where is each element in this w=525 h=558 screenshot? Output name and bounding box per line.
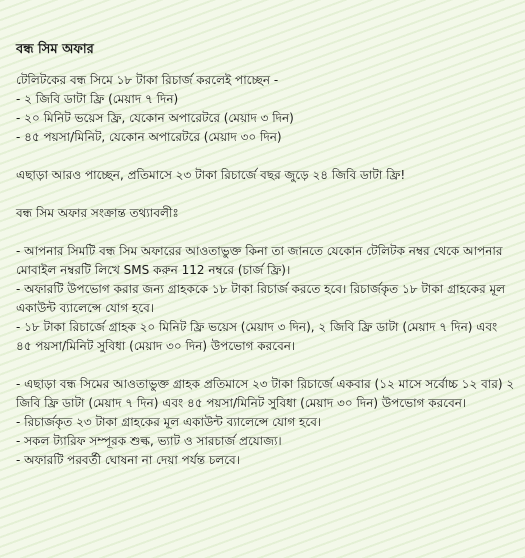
intro-block <box>16 71 516 147</box>
info-heading-block <box>16 204 516 223</box>
list-item: - ২০ মিনিট ভয়েস ফ্রি, যেকোন অপারেটরে (মেয়াদ ৩ দিন) <box>16 111 294 125</box>
list-item: - অফারটি উপভোগ করার জন্য গ্রাহককে ১৮ টাকা রিচার্জ করতে হবে। রিচার্জকৃত ১৮ টাকা গ্রাহকের মূল একাউন্ট ব্যালেন্সে যোগ হবে। <box>16 282 506 315</box>
info-block <box>16 242 516 356</box>
bonus-text: এছাড়া আরও পাচ্ছেন, প্রতিমাসে ২৩ টাকা রিচার্জে বছর জুড়ে ২৪ জিবি ডাটা ফ্রি! <box>16 168 406 182</box>
list-item: - আপনার সিমটি বন্ধ সিম অফারের আওতাভুক্ত কিনা তা জানতে যেকোন টেলিটক নম্বর থেকে আপনার মোবাইল নম্বরটি লিখে SMS করুন 112 নম্বরে (চার্জ ফ্রি)। <box>16 244 503 277</box>
spacer <box>16 356 516 375</box>
list-item: - সকল ট্যারিফ সম্পূরক শুল্ক, ভ্যাট ও সারচার্জ প্রযোজ্য। <box>16 434 282 448</box>
offer-document <box>16 40 516 470</box>
bonus-block <box>16 166 516 185</box>
intro-text: টেলিটকের বন্ধ সিমে ১৮ টাকা রিচার্জ করলেই পাচ্ছেন - <box>16 73 279 87</box>
spacer <box>16 223 516 242</box>
page-title: বন্ধ সিম অফার <box>16 42 94 57</box>
spacer <box>16 185 516 204</box>
extra-block <box>16 375 516 470</box>
list-item: - ২ জিবি ডাটা ফ্রি (মেয়াদ ৭ দিন) <box>16 92 179 106</box>
list-item: - এছাড়া বন্ধ সিমের আওতাভুক্ত গ্রাহক প্রতিমাসে ২৩ টাকা রিচার্জে একবার (১২ মাসে সর্বোচ্চ ১২ বার) ২ জিবি ফ্রি ডাটা (মেয়াদ ৭ দিন) এবং ৪৫ পয়সা/মিনিট সুবিধা (মেয়াদ ৩০ দিন) উপভোগ করবেন। <box>16 377 515 410</box>
info-heading: বন্ধ সিম অফার সংক্রান্ত তথ্যাবলীঃ <box>16 206 179 220</box>
list-item: - রিচার্জকৃত ২৩ টাকা গ্রাহকের মূল একাউন্ট ব্যালেন্সে যোগ হবে। <box>16 415 322 429</box>
list-item: - ১৮ টাকা রিচার্জে গ্রাহক ২০ মিনিট ফ্রি ভয়েস (মেয়াদ ৩ দিন), ২ জিবি ফ্রি ডাটা (মেয়াদ ৭ দিন) এবং ৪৫ পয়সা/মিনিট সুবিধা (মেয়াদ ৩০ দিন) উপভোগ করবেন। <box>16 320 498 353</box>
spacer <box>16 147 516 166</box>
list-item: - অফারটি পরবর্তী ঘোষনা না দেয়া পর্যন্ত চলবে। <box>16 453 241 467</box>
list-item: - ৪৫ পয়সা/মিনিট, যেকোন অপারেটরে (মেয়াদ ৩০ দিন) <box>16 130 282 144</box>
